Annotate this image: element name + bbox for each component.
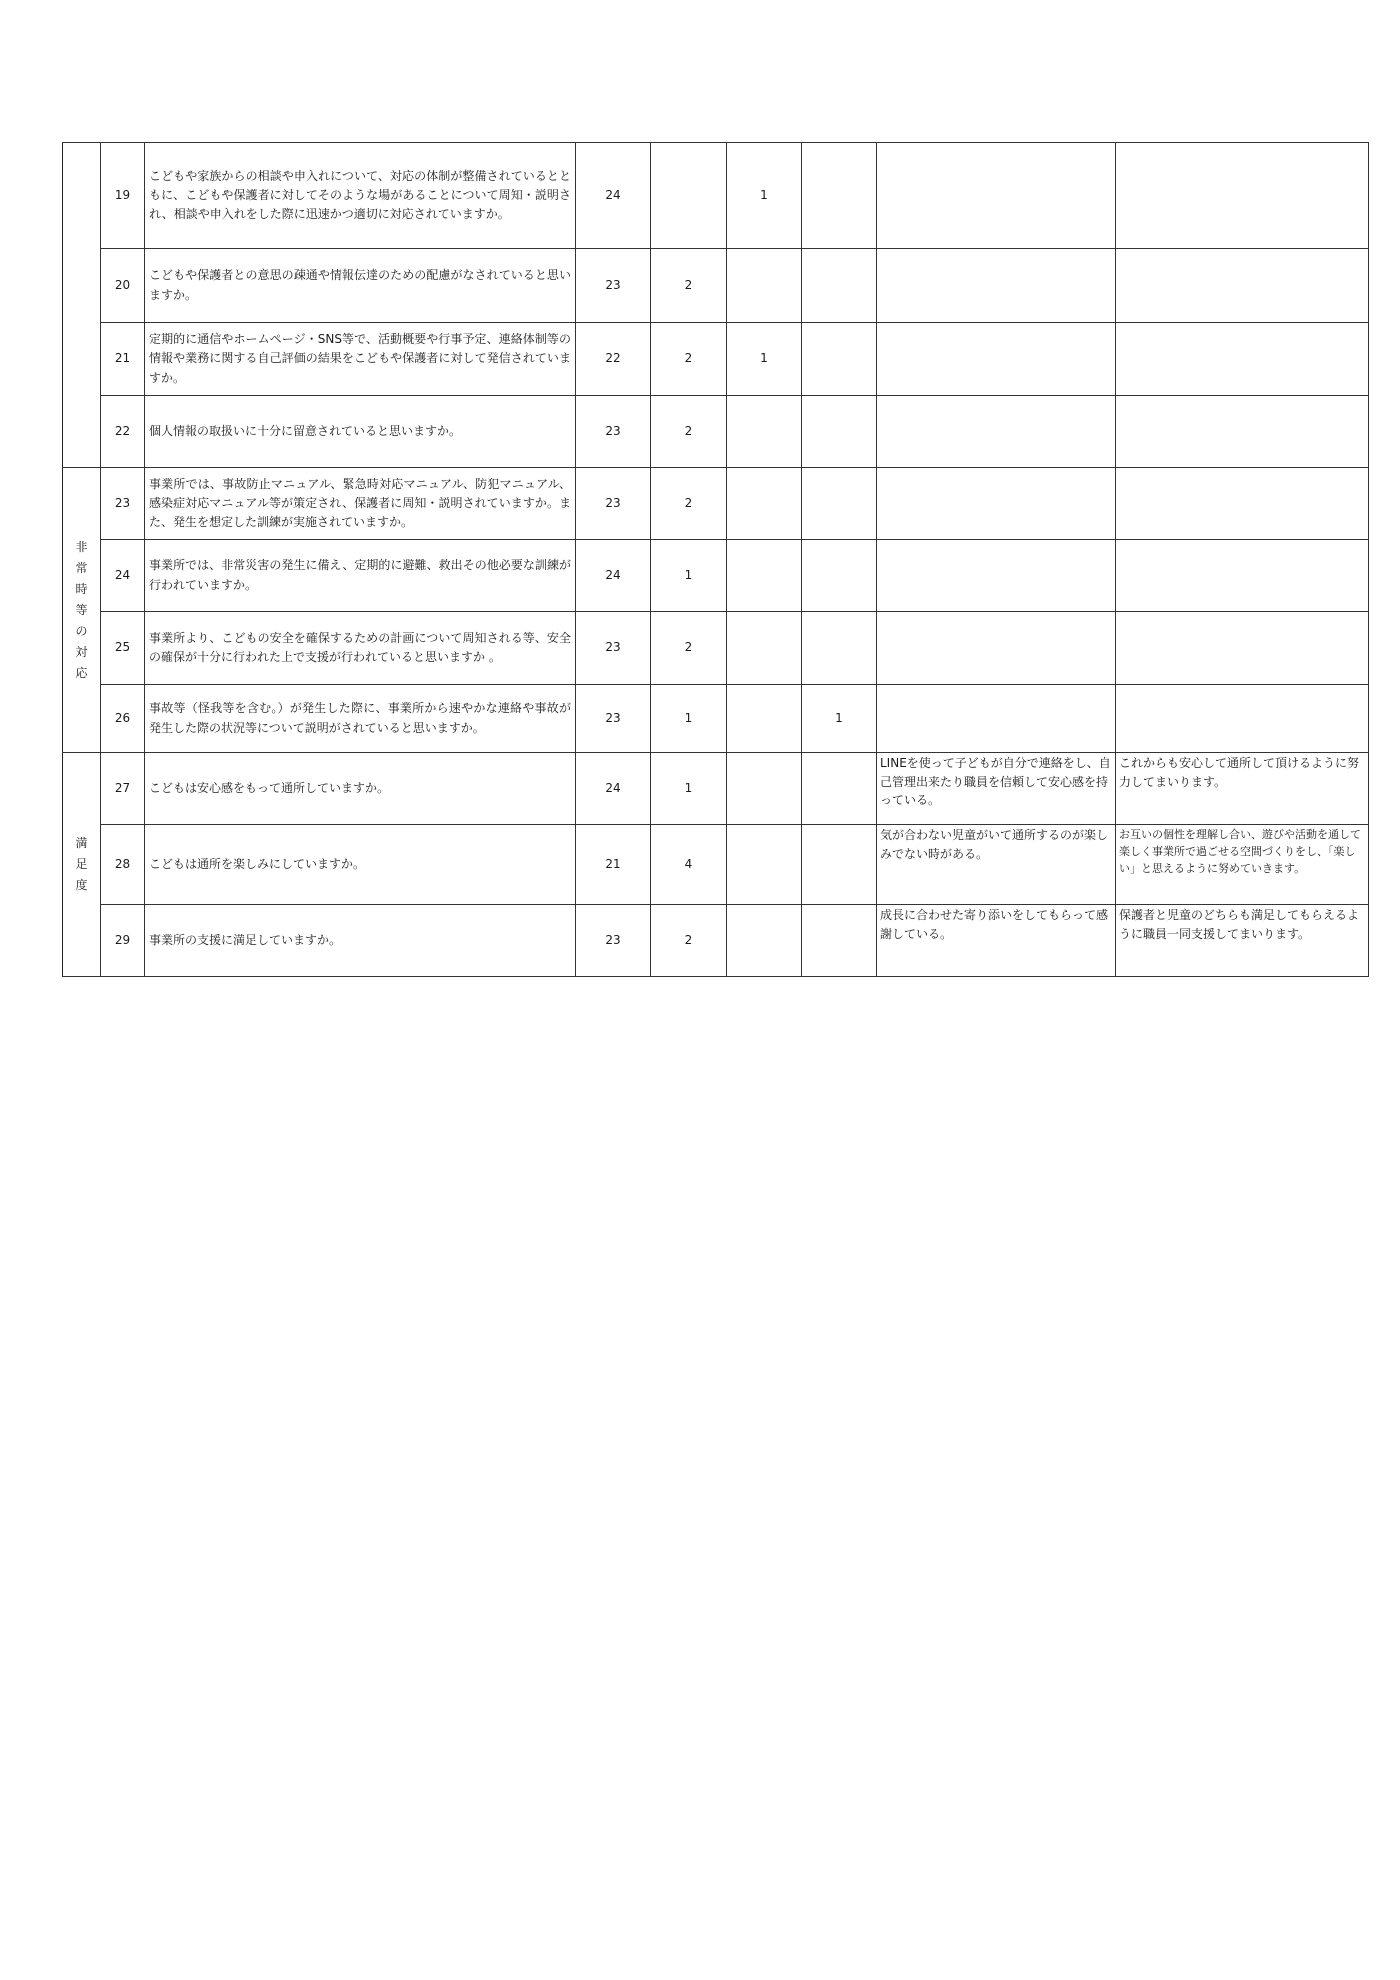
category-satisfaction: 満足度	[63, 753, 101, 977]
parent-comment	[877, 323, 1116, 396]
question-text: 事業所では、非常災害の発生に備え、定期的に避難、救出その他必要な訓練が行われていますか。	[145, 540, 576, 612]
row-number: 29	[101, 905, 145, 977]
count-unknown	[802, 825, 877, 905]
count-unknown	[802, 540, 877, 612]
count-yes: 24	[576, 753, 651, 825]
table-row	[63, 825, 1369, 905]
table-row	[63, 323, 1369, 396]
facility-response	[1116, 685, 1369, 753]
count-yes: 22	[576, 323, 651, 396]
count-no	[727, 396, 802, 468]
count-yes: 21	[576, 825, 651, 905]
parent-comment	[877, 685, 1116, 753]
facility-response	[1116, 323, 1369, 396]
count-yes: 23	[576, 249, 651, 323]
count-yes: 24	[576, 143, 651, 249]
question-text: こどもは安心感をもって通所していますか。	[145, 753, 576, 825]
count-unknown	[802, 468, 877, 540]
facility-response	[1116, 612, 1369, 685]
count-neither: 4	[651, 825, 727, 905]
parent-comment	[877, 249, 1116, 323]
facility-response: お互いの個性を理解し合い、遊びや活動を通して楽しく事業所で過ごせる空間づくりをし、「楽しい」と思えるように努めていきます。	[1116, 825, 1369, 905]
category-emergency: 非常時等の対応	[63, 468, 101, 753]
count-yes: 23	[576, 612, 651, 685]
question-text: 事業所では、事故防止マニュアル、緊急時対応マニュアル、防犯マニュアル、感染症対応マニュアル等が策定され、保護者に周知・説明されていますか。また、発生を想定した訓練が実施されていますか。	[145, 468, 576, 540]
facility-response	[1116, 540, 1369, 612]
count-yes: 23	[576, 468, 651, 540]
table-row	[63, 612, 1369, 685]
count-yes: 23	[576, 685, 651, 753]
row-number: 28	[101, 825, 145, 905]
row-number: 19	[101, 143, 145, 249]
count-no	[727, 685, 802, 753]
count-neither: 2	[651, 323, 727, 396]
parent-comment	[877, 540, 1116, 612]
table-row	[63, 249, 1369, 323]
row-number: 22	[101, 396, 145, 468]
parent-comment: 成長に合わせた寄り添いをしてもらって感謝している。	[877, 905, 1116, 977]
count-no	[727, 825, 802, 905]
count-yes: 23	[576, 396, 651, 468]
count-unknown: 1	[802, 685, 877, 753]
count-unknown	[802, 905, 877, 977]
row-number: 23	[101, 468, 145, 540]
count-unknown	[802, 396, 877, 468]
count-neither: 2	[651, 396, 727, 468]
count-unknown	[802, 753, 877, 825]
count-unknown	[802, 143, 877, 249]
count-no	[727, 468, 802, 540]
count-no	[727, 249, 802, 323]
count-neither: 2	[651, 249, 727, 323]
count-yes: 24	[576, 540, 651, 612]
category-cell-continued	[63, 143, 101, 468]
count-unknown	[802, 249, 877, 323]
facility-response	[1116, 468, 1369, 540]
row-number: 21	[101, 323, 145, 396]
parent-comment	[877, 396, 1116, 468]
row-number: 20	[101, 249, 145, 323]
row-number: 24	[101, 540, 145, 612]
count-no	[727, 905, 802, 977]
survey-table	[62, 142, 1369, 977]
parent-comment	[877, 468, 1116, 540]
table-row	[63, 540, 1369, 612]
row-number: 27	[101, 753, 145, 825]
count-yes: 23	[576, 905, 651, 977]
question-text: 事業所の支援に満足していますか。	[145, 905, 576, 977]
row-number: 26	[101, 685, 145, 753]
parent-comment: LINEを使って子どもが自分で連絡をし、自己管理出来たり職員を信頼して安心感を持っている。	[877, 753, 1116, 825]
facility-response: 保護者と児童のどちらも満足してもらえるように職員一同支援してまいります。	[1116, 905, 1369, 977]
table-row	[63, 468, 1369, 540]
table-row	[63, 685, 1369, 753]
parent-comment	[877, 612, 1116, 685]
question-text: こどもや家族からの相談や申入れについて、対応の体制が整備されているとともに、こどもや保護者に対してそのような場があることについて周知・説明され、相談や申入れをした際に迅速かつ適切に対応されていますか。	[145, 143, 576, 249]
count-no: 1	[727, 323, 802, 396]
count-unknown	[802, 612, 877, 685]
parent-comment	[877, 143, 1116, 249]
count-neither: 1	[651, 540, 727, 612]
facility-response: これからも安心して通所して頂けるように努力してまいります。	[1116, 753, 1369, 825]
count-neither: 1	[651, 685, 727, 753]
parent-comment: 気が合わない児童がいて通所するのが楽しみでない時がある。	[877, 825, 1116, 905]
question-text: 事業所より、こどもの安全を確保するための計画について周知される等、安全の確保が十分に行われた上で支援が行われていると思いますか 。	[145, 612, 576, 685]
question-text: 個人情報の取扱いに十分に留意されていると思いますか。	[145, 396, 576, 468]
count-neither: 1	[651, 753, 727, 825]
count-neither: 2	[651, 468, 727, 540]
table-row	[63, 143, 1369, 249]
count-no	[727, 540, 802, 612]
question-text: 事故等（怪我等を含む。）が発生した際に、事業所から速やかな連絡や事故が発生した際の状況等について説明がされていると思いますか。	[145, 685, 576, 753]
facility-response	[1116, 249, 1369, 323]
count-no: 1	[727, 143, 802, 249]
question-text: こどもや保護者との意思の疎通や情報伝達のための配慮がなされていると思いますか。	[145, 249, 576, 323]
count-neither	[651, 143, 727, 249]
count-neither: 2	[651, 905, 727, 977]
facility-response	[1116, 143, 1369, 249]
facility-response	[1116, 396, 1369, 468]
table-row	[63, 396, 1369, 468]
table-row	[63, 753, 1369, 825]
count-no	[727, 753, 802, 825]
count-unknown	[802, 323, 877, 396]
count-no	[727, 612, 802, 685]
table-row	[63, 905, 1369, 977]
count-neither: 2	[651, 612, 727, 685]
question-text: 定期的に通信やホームページ・SNS等で、活動概要や行事予定、連絡体制等の情報や業務に関する自己評価の結果をこどもや保護者に対して発信されていますか。	[145, 323, 576, 396]
row-number: 25	[101, 612, 145, 685]
question-text: こどもは通所を楽しみにしていますか。	[145, 825, 576, 905]
